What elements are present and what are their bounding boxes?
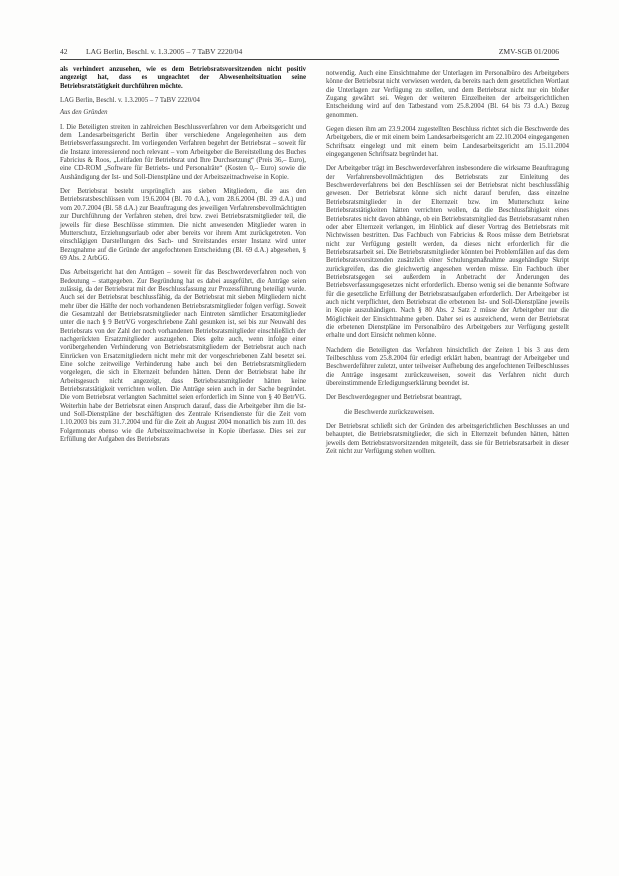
citation: LAG Berlin, Beschl. v. 1.3.2005 – 7 TaBV 2220/04	[60, 97, 200, 105]
case-reference: LAG Berlin, Beschl. v. 1.3.2005 – 7 TaBV 2220/04	[86, 47, 243, 56]
section-heading: Aus den Gründen	[60, 109, 108, 117]
paragraph: Der Betriebsrat besteht ursprünglich aus sieben Mitgliedern, die aus den Betriebsratsbeschlüssen vom 19.6.2004 (Bl. 70 d.A.), vom 28.6.2004 (Bl. 39 d.A.) und vom 20.7.2004 (Bl. 58 d.A.) zur Beauftragung des jeweiligen Verfahrensbevollmächtigten zur Durchführung der Verfahren stehen, drei bzw. zwei Betriebsratsmitglieder teil, die jeweils für diese Beschlüsse stimmten. Die nicht anwesenden Mitglieder waren in Mutterschutz, Erziehungsurlaub oder aber bereits vor ihrem Amt zurückgetreten. Von einschlägigen Darstellungen des Sach- und Streitstandes erster Instanz wird unter Bezugnahme auf die Gründe der angefochtenen Entscheidung (Bl. 69 d.A.) abgesehen, § 69 Abs. 2 ArbGG.	[60, 188, 306, 262]
header-rule	[60, 59, 559, 60]
paragraph: Gegen diesen ihm am 23.9.2004 zugestellten Beschluss richtet sich die Beschwerde des Arbeitgebers, die er mit einem beim Landesarbeitsgericht am 22.10.2004 eingegangenen Schriftsatz eingelegt und mit einem beim Landesarbeitsgericht am 15.11.2004 eingegangenen Schriftsatz begründet hat.	[326, 126, 569, 159]
paragraph: Nachdem die Beteiligten das Verfahren hinsichtlich der Zeiten 1 bis 3 aus dem Teilbeschluss vom 25.8.2004 für erledigt erklärt haben, beantragt der Arbeitgeber und Beschwerdeführer zuletzt, unter teilweiser Aufhebung des angefochtenen Teilbeschlusses die Anträge insgesamt zurückzuweisen, soweit das Verfahren nicht durch übereinstimmende Erledigungserklärung beendet ist.	[326, 346, 569, 388]
right-column	[326, 70, 569, 462]
page-number: 42	[60, 47, 68, 56]
paragraph: Der Betriebsrat schließt sich der Gründen des arbeitsgerichtlichen Beschlusses an und behauptet, die Betriebsratsmitglieder, die sich in Elternzeit befunden hätten, hätten jeweils dem Betriebsratsvorsitzenden mitgeteilt, dass sie für Betriebsratsarbeit in dieser Zeit nicht zur Verfügung stehen wollten.	[326, 423, 569, 456]
paragraph: Der Beschwerdegegner und Betriebsrat beantragt,	[326, 394, 462, 402]
journal-issue: ZMV-SGB 01/2006	[498, 47, 559, 56]
left-column	[60, 66, 306, 450]
page-header	[60, 46, 559, 58]
paragraph: I. Die Beteiligten streiten in zahlreichen Beschlussverfahren vor dem Arbeitsgericht und dem Landesarbeitsgericht Berlin über verschiedene Angelegenheiten aus dem Betriebsverfassungsrecht. Im vorliegenden Verfahren begehrt der Betriebsrat – soweit für die Instanz interessierend noch relevant – vom Arbeitgeber die Bereitstellung des Buches Fabricius & Roos, „Leitfaden für Betriebsrat und Ihre Durchsetzung“ (Preis 36,– Euro), eine CD-ROM „Software für Betriebs- und Personalräte“ (Kosten 0,– Euro) sowie die Aushändigung der Ist- und Soll-Dienstpläne und der Arbeitszeitnachweise in Kopie.	[60, 123, 306, 181]
paragraph: die Beschwerde zurückzuweisen.	[344, 408, 435, 416]
paragraph: Das Arbeitsgericht hat den Anträgen – soweit für das Beschwerdeverfahren noch von Bedeutung – stattgegeben. Zur Begründung hat es dabei ausgeführt, die Anträge seien zulässig, da der Betriebsrat mit der Beschlussfassung zur Prozessführung beteiligt wurde. Auch sei der Betriebsrat beschlussfähig, da der Betriebsrat mit sieben Mitgliedern nicht mehr über die Hälfte der noch vorhandenen Betriebsratsmitglieder folgen verfügt. Soweit die Gesamtzahl der Betriebsratsmitglieder nach Eintreten sämtlicher Ersatzmitglieder unter die nach § 9 BetrVG vorgeschriebene Zahl gesunken ist, sei bis zur Neuwahl des Betriebsrats von der Zahl der noch vorhandenen Betriebsratsmitglieder einschließlich der nachgerückten Ersatzmitglieder auszugehen. Dies gelte auch, wenn infolge einer vorübergehenden Verhinderung von Betriebsratsmitgliedern der Betriebsrat auch nach Einrücken von Ersatzmitgliedern nicht mehr mit der vorgeschriebenen Zahl besetzt sei. Eine solche zeitweilige Verhinderung habe auch bei den Betriebsratsmitgliedern vorgelegen, die sich in Elternzeit befunden hätten. Denn der Betriebsrat habe ihr Arbeitsgesuch nicht angezeigt, dass Betriebsratsmitglieder hätten keine Betriebsratstätigkeit verrichten wollen. Die Anträge seien auch in der Sache begründet. Die vom Betriebsrat verlangten Sachmittel seien erforderlich im Sinne von § 40 BetrVG. Weiterhin habe der Betriebsrat einen Anspruch darauf, dass die Arbeitgeber ihm die Ist- und Soll-Dienstpläne der beschäftigten des Zentrale Krisendienste für die Zeit vom 1.10.2003 bis zum 31.7.2004 und für die Zeit ab August 2004 monatlich bis zum 10. des Folgemonats ebenso wie die Arbeitszeitnachweise in Kopie überlasse. Dies sei zur Erfüllung der Aufgaben des Betriebsrats	[60, 269, 306, 444]
headnote: als verhindert anzusehen, wie es dem Betriebsratsvorsitzenden nicht positiv angezeigt hat, dass es ungeachtet der Abwesenheitsituation seine Betriebsratstätigkeit durchführen möchte.	[60, 66, 306, 90]
paragraph: Der Arbeitgeber trägt im Beschwerdeverfahren insbesondere die wirksame Beauftragung der Verfahrensbevollmächtigten des Betriebsrats zur Einleitung des Beschwerdeverfahrens bei den Beschlüssen sei der Betriebsrat nicht beschlussfähig gewesen. Der Betriebsrat könne sich nicht darauf berufen, dass einzelne Betriebsratsmitglieder in der Elternzeit bzw. im Mutterschutz keine Betriebsratstätigkeiten hätten verrichten wollen, da die Beschlussfähigkeit eines Betriebsrates nicht davon abhänge, ob ein Betriebsratsmitglied das Betriebsratsamt ruhen oder aber Elternzeit verlangen, im Hinblick auf dieser Vortrag des Betriebsrats mit Nichtwissen bestritten. Das Fachbuch von Fabricius & Roos müsse dem Betriebsrat nicht zur Verfügung gestellt werden, da dieses nicht erforderlich für die Betriebsratsarbeit sei. Die Betriebsratsmitglieder könnten bei Problemfällen auf das dem Betriebsratsvorsitzenden zusätzlich einer Schulungsmaßnahme ausgehändigte Skript zurückgreifen, das die gleichwertig angesehen werden müsse. Ein Fachbuch über Betriebsratsgegen sei außerdem in Anbetracht der Änderungen des Betriebsverfassungsgesetzes nicht erforderlich. Ebenso wenig sei die benannte Software für die gesetzliche Erfüllung der Betriebsratsaufgaben erforderlich. Der Arbeitgeber ist auch nicht verpflichtet, dem Betriebsrat die erbetenen Ist- und Soll-Dienstpläne jeweils in Kopie auszuhändigen. Nach § 80 Abs. 2 Satz 2 müsse der Arbeitgeber nur die Möglichkeit der Einsichtnahme geben. Daher sei es ausreichend, wenn der Betriebsrat die erbetenen Dienstpläne im Personalbüro des Arbeitgebers zur Verfügung gestellt erhalte und dort Einsicht nehmen könne.	[326, 165, 569, 340]
paragraph: notwendig. Auch eine Einsichtnahme der Unterlagen im Personalbüro des Arbeitgebers könne der Betriebsrat nicht verwiesen werden, da bereits nach dem gesetzlichen Wortlaut die Unterlagen zur Verfügung zu stellen, und dem Betriebsrat nicht nur ein bloßer Zugang gewährt sei. Wegen der weiteren Einzelheiten der arbeitsgerichtlichen Entscheidung wird auf den Tatbestand vom 25.8.2004 (Bl. 64 bis 73 d.A.) Bezug genommen.	[326, 70, 569, 119]
